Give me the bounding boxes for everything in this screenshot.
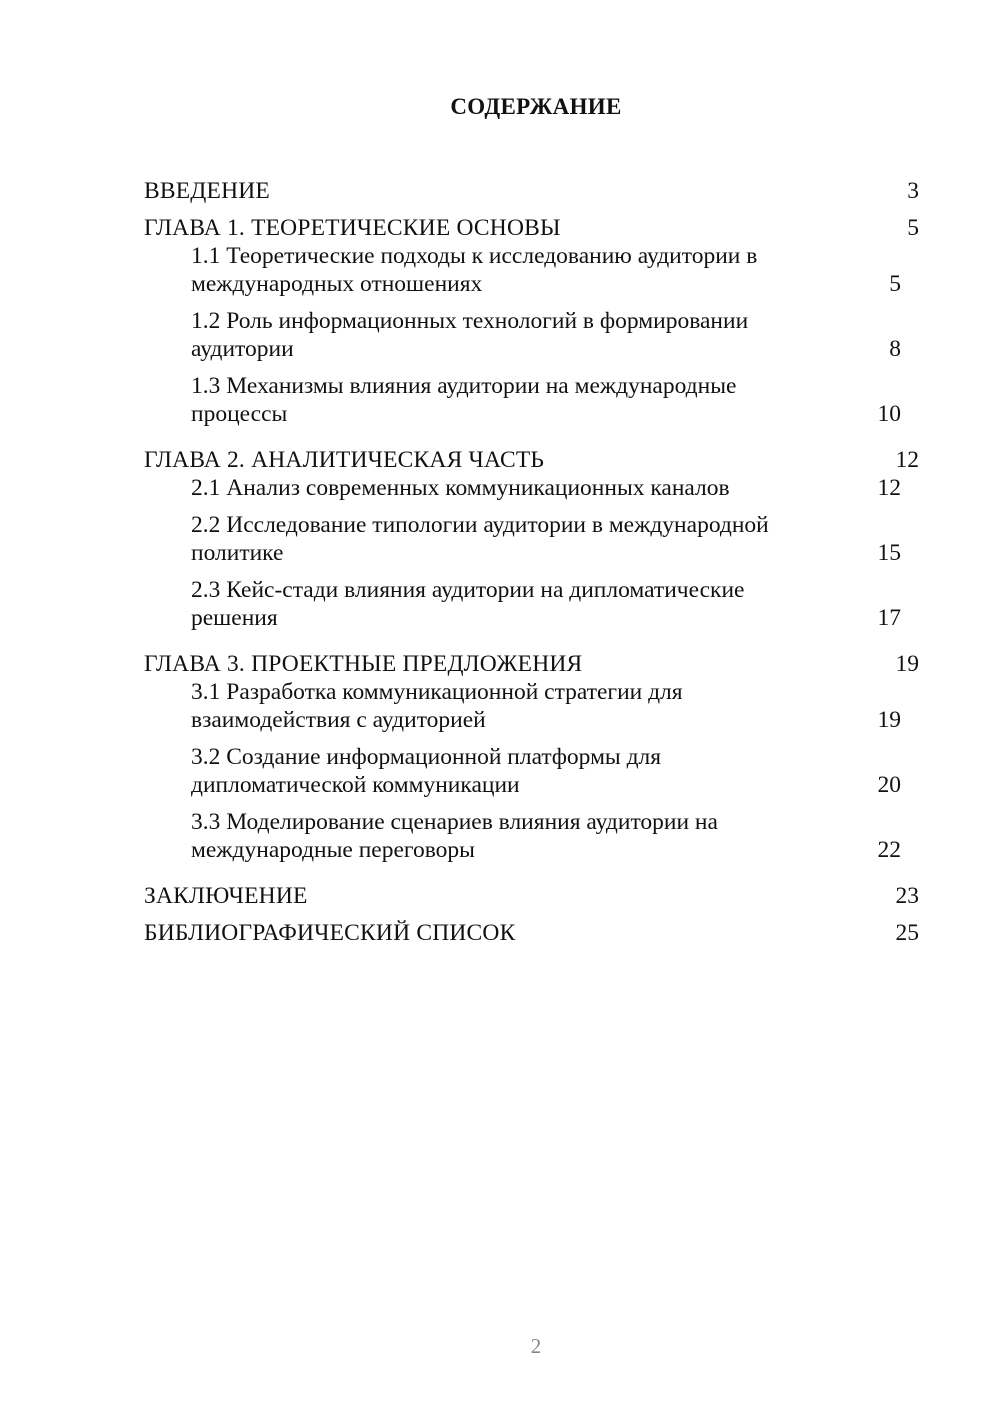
toc-entry-section-1-2[interactable] xyxy=(144,307,919,363)
toc-entry-conclusion[interactable] xyxy=(144,873,919,910)
toc-entry-page: 22 xyxy=(877,837,901,863)
toc-entry-section-2-2[interactable] xyxy=(144,511,919,567)
toc-entry-text: 1.1 Теоретические подходы к исследованию аудитории в международных отношениях xyxy=(191,243,758,297)
toc-entry-chapter-3[interactable] xyxy=(144,641,919,678)
toc-entry-page: 20 xyxy=(877,772,901,798)
toc-entry-section-1-1[interactable] xyxy=(144,242,919,298)
toc-entry-text: БИБЛИОГРАФИЧЕСКИЙ СПИСОК xyxy=(144,920,516,946)
toc-entry-page: 12 xyxy=(895,447,919,473)
toc-entry-section-3-1[interactable] xyxy=(144,678,919,734)
toc-entry-bibliography[interactable] xyxy=(144,910,919,947)
page-title: СОДЕРЖАНИЕ xyxy=(450,94,622,119)
toc-entry-section-3-2[interactable] xyxy=(144,743,919,799)
toc-entry-chapter-1[interactable] xyxy=(144,205,919,242)
toc-entry-text: ВВЕДЕНИЕ xyxy=(144,178,270,204)
toc-entry-text: 3.1 Разработка коммуникационной стратегии для взаимодействия с аудиторией xyxy=(191,679,683,733)
toc-entry-text: ГЛАВА 3. ПРОЕКТНЫЕ ПРЕДЛОЖЕНИЯ xyxy=(144,651,583,677)
toc-entry-text: 2.3 Кейс-стади влияния аудитории на дипломатические решения xyxy=(191,577,745,631)
toc-entry-section-2-3[interactable] xyxy=(144,576,919,632)
toc-entry-introduction[interactable] xyxy=(144,168,919,205)
toc-entry-page: 19 xyxy=(877,707,901,733)
page-number: 2 xyxy=(530,1334,542,1358)
toc-entry-page: 15 xyxy=(877,540,901,566)
toc-entry-text: 3.2 Создание информационной платформы для дипломатической коммуникации xyxy=(191,744,662,798)
toc-entry-text: 1.3 Механизмы влияния аудитории на международные процессы xyxy=(191,373,737,427)
table-of-contents xyxy=(144,168,919,947)
toc-entry-text: 2.2 Исследование типологии аудитории в международной политике xyxy=(191,512,769,566)
toc-entry-page: 5 xyxy=(889,271,901,297)
toc-entry-section-3-3[interactable] xyxy=(144,808,919,864)
toc-entry-page: 17 xyxy=(877,605,901,631)
toc-entry-page: 8 xyxy=(889,336,901,362)
toc-entry-section-1-3[interactable] xyxy=(144,372,919,428)
toc-entry-text: ГЛАВА 2. АНАЛИТИЧЕСКАЯ ЧАСТЬ xyxy=(144,447,545,473)
toc-entry-text: 2.1 Анализ современных коммуникационных каналов xyxy=(191,475,730,501)
toc-entry-page: 19 xyxy=(895,651,919,677)
toc-entry-text: 3.3 Моделирование сценариев влияния аудитории на международные переговоры xyxy=(191,809,718,863)
toc-entry-chapter-2[interactable] xyxy=(144,437,919,474)
toc-entry-text: ЗАКЛЮЧЕНИЕ xyxy=(144,883,308,909)
toc-entry-page: 10 xyxy=(877,401,901,427)
toc-entry-text: ГЛАВА 1. ТЕОРЕТИЧЕСКИЕ ОСНОВЫ xyxy=(144,215,561,241)
toc-entry-page: 23 xyxy=(895,883,919,909)
toc-entry-page: 25 xyxy=(895,920,919,946)
toc-entry-section-2-1[interactable] xyxy=(144,474,919,502)
toc-entry-page: 12 xyxy=(877,475,901,501)
toc-entry-text: 1.2 Роль информационных технологий в формировании аудитории xyxy=(191,308,749,362)
toc-entry-page: 3 xyxy=(907,178,919,204)
toc-entry-page: 5 xyxy=(907,215,919,241)
